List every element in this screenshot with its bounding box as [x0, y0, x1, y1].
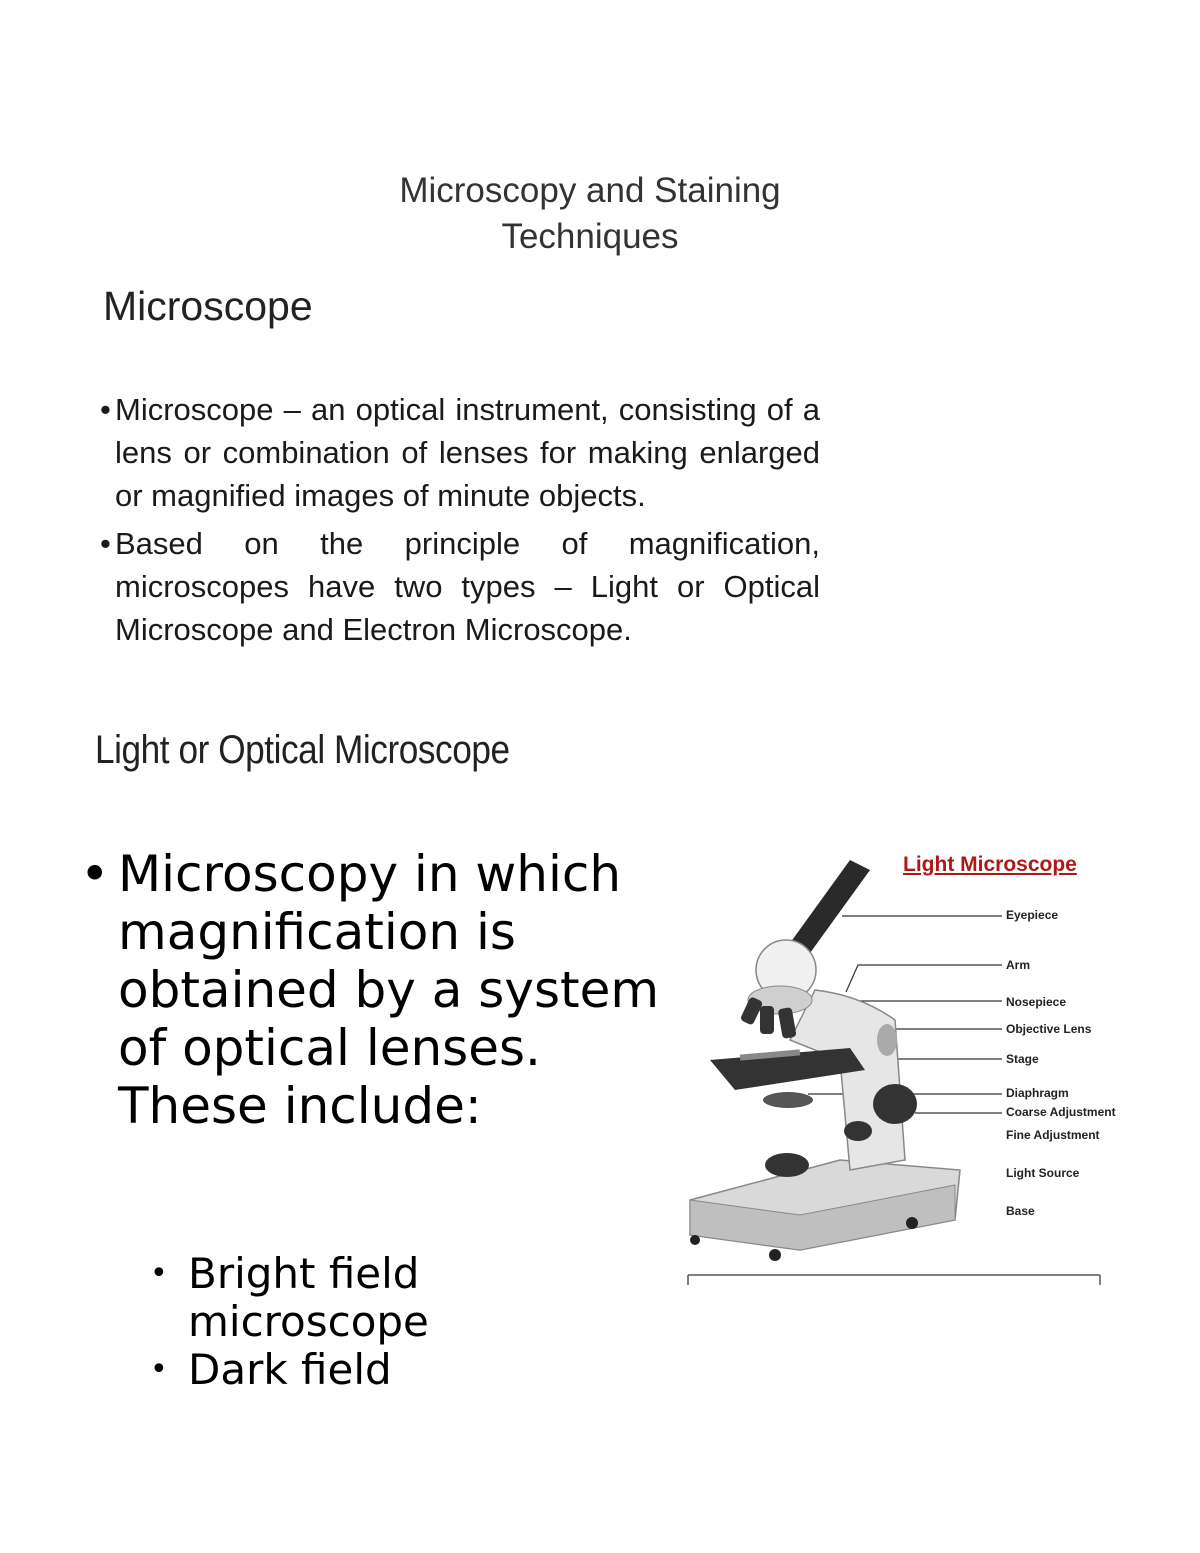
sub-bullet-text: Bright field microscope	[188, 1249, 429, 1346]
bullet-light-microscopy	[80, 845, 700, 1135]
microscope-illustration	[672, 840, 1132, 1290]
sub-bullet-bright-field	[150, 1250, 510, 1346]
label-light-source: Light Source	[1006, 1166, 1080, 1180]
title-line-2: Techniques	[501, 217, 679, 256]
label-coarse-adjustment: Coarse Adjustment	[1006, 1105, 1116, 1119]
label-stage: Stage	[1006, 1052, 1039, 1066]
bullet-dot: •	[100, 526, 111, 561]
bullet-dot: •	[150, 1352, 168, 1387]
sub-bullet-text: Dark field	[188, 1345, 392, 1394]
sub-bullet-dark-field	[150, 1345, 510, 1394]
label-nosepiece: Nosepiece	[1006, 995, 1067, 1009]
document-title	[300, 168, 880, 260]
figure-title: Light Microscope	[903, 853, 1077, 876]
label-arm: Arm	[1006, 958, 1031, 972]
section-heading-microscope: Microscope	[103, 283, 313, 329]
label-diaphragm: Diaphragm	[1006, 1086, 1069, 1100]
bullet-dot: •	[150, 1256, 168, 1291]
label-eyepiece: Eyepiece	[1006, 908, 1059, 922]
label-fine-adjustment: Fine Adjustment	[1006, 1128, 1100, 1142]
bullet-text: Microscope – an optical instrument, consisting of a lens or combination of lenses for making enlarged or magnified images of minute objects.	[115, 392, 820, 513]
label-base: Base	[1006, 1204, 1035, 1218]
bullet-text: Microscopy in which magnification is obtained by a system of optical lenses. These include:	[118, 845, 660, 1135]
section-heading-light-microscope: Light or Optical Microscope	[95, 728, 510, 772]
label-objective-lens: Objective Lens	[1006, 1022, 1092, 1036]
bullet-types	[100, 522, 820, 651]
bullet-text: Based on the principle of magnification, microscopes have two types – Light or Optical Microscope and Electron Microscope.	[115, 526, 820, 647]
title-line-1: Microscopy and Staining	[399, 171, 781, 210]
bullet-definition	[100, 388, 820, 517]
bullet-dot: •	[80, 845, 110, 903]
bullet-dot: •	[100, 392, 111, 427]
